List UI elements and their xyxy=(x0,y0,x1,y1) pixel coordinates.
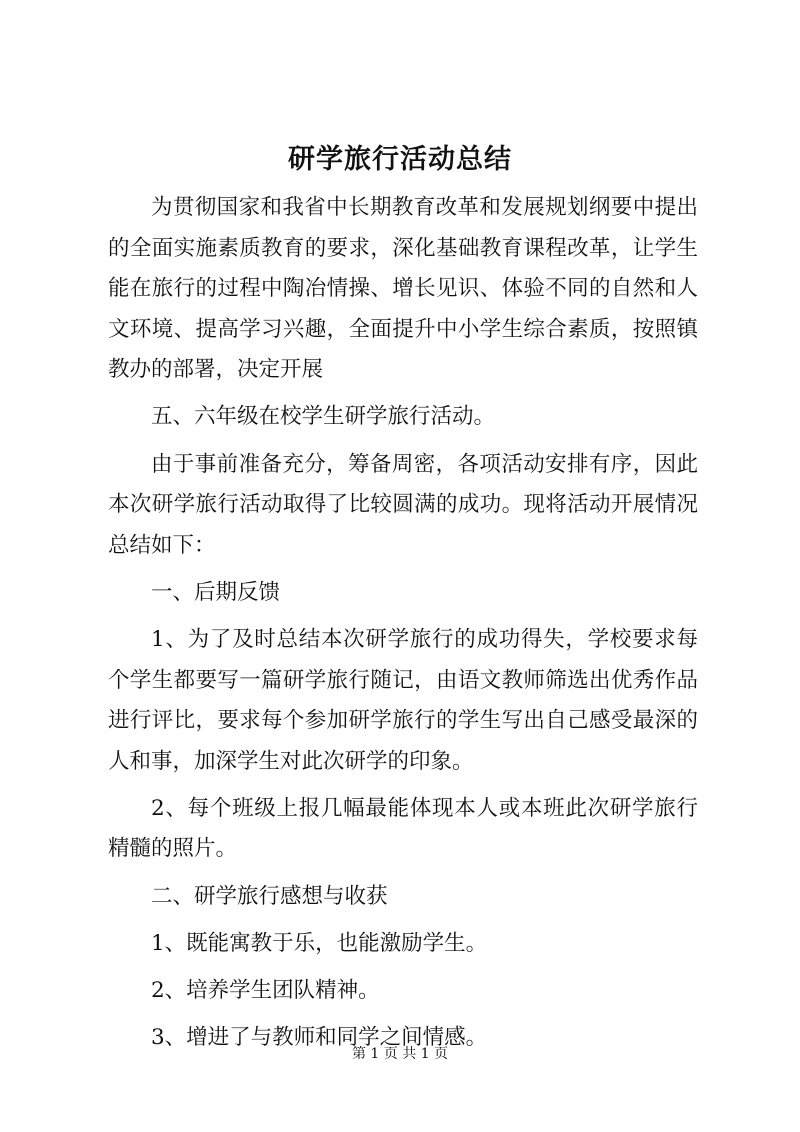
paragraph-reflection-item-3: 3、增进了与教师和同学之间情感。 xyxy=(151,1024,488,1050)
section-heading-reflections: 二、研学旅行感想与收获 xyxy=(151,883,388,909)
page-footer: 第 1 页 共 1 页 xyxy=(351,1046,449,1062)
paragraph-activity-scope: 五、六年级在校学生研学旅行活动。 xyxy=(151,404,496,430)
document-title: 研学旅行活动总结 xyxy=(288,144,512,175)
paragraph-feedback-item-1: 1、为了及时总结本次研学旅行的成功得失，学校要求每个学生都要写一篇研学旅行随记，由语文教师筛选出优秀作品进行评比，要求每个参加研学旅行的学生写出自己感受最深的人和事，加深学生对此次研学的印象。 xyxy=(108,626,698,774)
section-heading-feedback: 一、后期反馈 xyxy=(151,579,281,605)
paragraph-feedback-item-2: 2、每个班级上报几幅最能体现本人或本班此次研学旅行精髓的照片。 xyxy=(108,795,698,862)
paragraph-intro: 为贯彻国家和我省中长期教育改革和发展规划纲要中提出的全面实施素质教育的要求，深化基础教育课程改革，让学生能在旅行的过程中陶冶情操、增长见识、体验不同的自然和人文环境、提高学习兴趣，全面提升中小学生综合素质，按照镇教办的部署，决定开展 xyxy=(108,195,698,383)
document-body xyxy=(108,188,698,1065)
paragraph-summary-lead: 由于事前准备充分，筹备周密，各项活动安排有序，因此本次研学旅行活动取得了比较圆满的成功。现将活动开展情况总结如下： xyxy=(108,451,698,558)
paragraph-reflection-item-2: 2、培养学生团队精神。 xyxy=(151,977,380,1003)
paragraph-reflection-item-1: 1、既能寓教于乐，也能激励学生。 xyxy=(151,930,488,956)
